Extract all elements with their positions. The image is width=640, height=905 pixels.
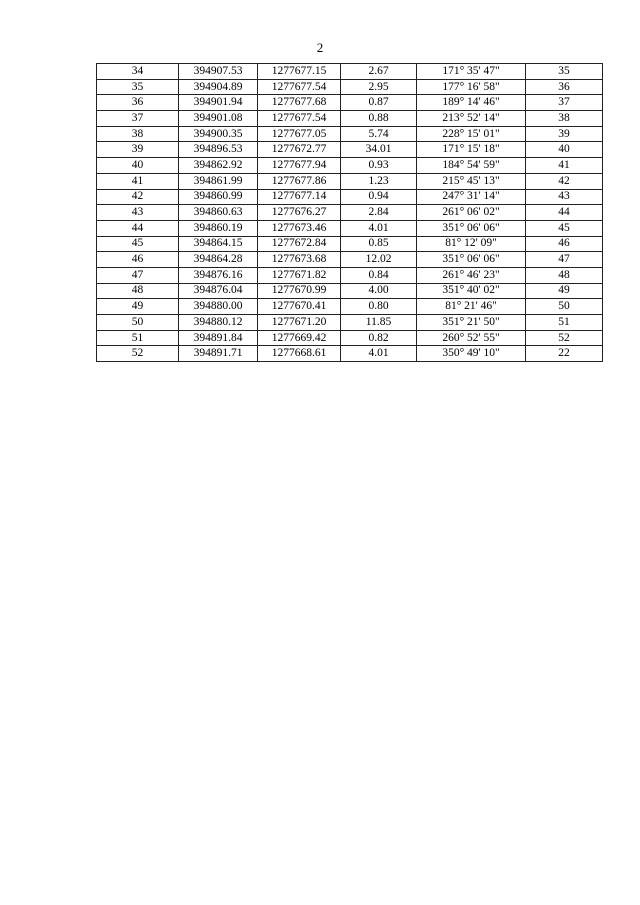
- y-coordinate-cell: 1277671.82: [258, 267, 341, 283]
- point-number-cell: 38: [97, 126, 179, 142]
- bearing-cell: 215° 45' 13": [417, 173, 526, 189]
- y-coordinate-cell: 1277677.68: [258, 95, 341, 111]
- bearing-cell: 261° 46' 23": [417, 267, 526, 283]
- next-point-cell: 47: [526, 252, 603, 268]
- x-coordinate-cell: 394896.53: [179, 142, 258, 158]
- point-number-cell: 42: [97, 189, 179, 205]
- table-row: [97, 173, 603, 189]
- distance-cell: 34.01: [341, 142, 417, 158]
- table-row: [97, 79, 603, 95]
- x-coordinate-cell: 394901.94: [179, 95, 258, 111]
- point-number-cell: 52: [97, 346, 179, 362]
- y-coordinate-cell: 1277677.94: [258, 158, 341, 174]
- table-row: [97, 283, 603, 299]
- point-number-cell: 44: [97, 220, 179, 236]
- y-coordinate-cell: 1277670.99: [258, 283, 341, 299]
- table-row: [97, 142, 603, 158]
- point-number-cell: 41: [97, 173, 179, 189]
- next-point-cell: 46: [526, 236, 603, 252]
- distance-cell: 5.74: [341, 126, 417, 142]
- y-coordinate-cell: 1277677.86: [258, 173, 341, 189]
- next-point-cell: 44: [526, 205, 603, 221]
- point-number-cell: 43: [97, 205, 179, 221]
- point-number-cell: 40: [97, 158, 179, 174]
- x-coordinate-cell: 394876.16: [179, 267, 258, 283]
- bearing-cell: 189° 14' 46": [417, 95, 526, 111]
- x-coordinate-cell: 394876.04: [179, 283, 258, 299]
- bearing-cell: 171° 35' 47": [417, 64, 526, 80]
- next-point-cell: 37: [526, 95, 603, 111]
- y-coordinate-cell: 1277676.27: [258, 205, 341, 221]
- x-coordinate-cell: 394864.28: [179, 252, 258, 268]
- y-coordinate-cell: 1277677.15: [258, 64, 341, 80]
- x-coordinate-cell: 394860.19: [179, 220, 258, 236]
- table-row: [97, 95, 603, 111]
- distance-cell: 0.87: [341, 95, 417, 111]
- next-point-cell: 42: [526, 173, 603, 189]
- bearing-cell: 260° 52' 55": [417, 330, 526, 346]
- point-number-cell: 37: [97, 111, 179, 127]
- point-number-cell: 39: [97, 142, 179, 158]
- distance-cell: 2.84: [341, 205, 417, 221]
- y-coordinate-cell: 1277677.54: [258, 79, 341, 95]
- x-coordinate-cell: 394860.63: [179, 205, 258, 221]
- x-coordinate-cell: 394864.15: [179, 236, 258, 252]
- bearing-cell: 228° 15' 01": [417, 126, 526, 142]
- y-coordinate-cell: 1277672.84: [258, 236, 341, 252]
- table-row: [97, 252, 603, 268]
- bearing-cell: 351° 06' 06": [417, 220, 526, 236]
- bearing-cell: 351° 21' 50": [417, 315, 526, 331]
- coordinates-table-body: [97, 64, 603, 362]
- y-coordinate-cell: 1277677.05: [258, 126, 341, 142]
- distance-cell: 0.85: [341, 236, 417, 252]
- next-point-cell: 35: [526, 64, 603, 80]
- y-coordinate-cell: 1277670.41: [258, 299, 341, 315]
- bearing-cell: 261° 06' 02": [417, 205, 526, 221]
- distance-cell: 0.82: [341, 330, 417, 346]
- next-point-cell: 50: [526, 299, 603, 315]
- y-coordinate-cell: 1277669.42: [258, 330, 341, 346]
- bearing-cell: 177° 16' 58": [417, 79, 526, 95]
- bearing-cell: 247° 31' 14": [417, 189, 526, 205]
- x-coordinate-cell: 394880.00: [179, 299, 258, 315]
- bearing-cell: 351° 40' 02": [417, 283, 526, 299]
- point-number-cell: 46: [97, 252, 179, 268]
- next-point-cell: 52: [526, 330, 603, 346]
- x-coordinate-cell: 394891.84: [179, 330, 258, 346]
- point-number-cell: 50: [97, 315, 179, 331]
- table-row: [97, 236, 603, 252]
- x-coordinate-cell: 394862.92: [179, 158, 258, 174]
- x-coordinate-cell: 394901.08: [179, 111, 258, 127]
- point-number-cell: 51: [97, 330, 179, 346]
- x-coordinate-cell: 394880.12: [179, 315, 258, 331]
- y-coordinate-cell: 1277677.14: [258, 189, 341, 205]
- table-row: [97, 126, 603, 142]
- x-coordinate-cell: 394900.35: [179, 126, 258, 142]
- point-number-cell: 47: [97, 267, 179, 283]
- bearing-cell: 184° 54' 59": [417, 158, 526, 174]
- table-row: [97, 205, 603, 221]
- next-point-cell: 51: [526, 315, 603, 331]
- distance-cell: 11.85: [341, 315, 417, 331]
- distance-cell: 0.84: [341, 267, 417, 283]
- next-point-cell: 45: [526, 220, 603, 236]
- x-coordinate-cell: 394907.53: [179, 64, 258, 80]
- distance-cell: 4.01: [341, 220, 417, 236]
- x-coordinate-cell: 394904.89: [179, 79, 258, 95]
- point-number-cell: 34: [97, 64, 179, 80]
- distance-cell: 4.00: [341, 283, 417, 299]
- table-row: [97, 64, 603, 80]
- distance-cell: 1.23: [341, 173, 417, 189]
- bearing-cell: 171° 15' 18": [417, 142, 526, 158]
- y-coordinate-cell: 1277673.46: [258, 220, 341, 236]
- next-point-cell: 40: [526, 142, 603, 158]
- point-number-cell: 45: [97, 236, 179, 252]
- point-number-cell: 36: [97, 95, 179, 111]
- table-row: [97, 267, 603, 283]
- bearing-cell: 81° 21' 46": [417, 299, 526, 315]
- distance-cell: 0.94: [341, 189, 417, 205]
- distance-cell: 0.80: [341, 299, 417, 315]
- next-point-cell: 39: [526, 126, 603, 142]
- next-point-cell: 48: [526, 267, 603, 283]
- table-row: [97, 299, 603, 315]
- page-number: 2: [316, 40, 324, 55]
- table-row: [97, 346, 603, 362]
- distance-cell: 2.95: [341, 79, 417, 95]
- next-point-cell: 36: [526, 79, 603, 95]
- table-row: [97, 111, 603, 127]
- bearing-cell: 81° 12' 09": [417, 236, 526, 252]
- next-point-cell: 41: [526, 158, 603, 174]
- y-coordinate-cell: 1277677.54: [258, 111, 341, 127]
- x-coordinate-cell: 394861.99: [179, 173, 258, 189]
- next-point-cell: 22: [526, 346, 603, 362]
- y-coordinate-cell: 1277668.61: [258, 346, 341, 362]
- table-row: [97, 158, 603, 174]
- bearing-cell: 350° 49' 10": [417, 346, 526, 362]
- point-number-cell: 35: [97, 79, 179, 95]
- coordinates-table: [96, 63, 603, 362]
- x-coordinate-cell: 394860.99: [179, 189, 258, 205]
- table-row: [97, 220, 603, 236]
- point-number-cell: 49: [97, 299, 179, 315]
- distance-cell: 0.93: [341, 158, 417, 174]
- bearing-cell: 213° 52' 14": [417, 111, 526, 127]
- table-row: [97, 315, 603, 331]
- y-coordinate-cell: 1277671.20: [258, 315, 341, 331]
- distance-cell: 2.67: [341, 64, 417, 80]
- x-coordinate-cell: 394891.71: [179, 346, 258, 362]
- table-row: [97, 189, 603, 205]
- bearing-cell: 351° 06' 06": [417, 252, 526, 268]
- next-point-cell: 49: [526, 283, 603, 299]
- distance-cell: 4.01: [341, 346, 417, 362]
- next-point-cell: 43: [526, 189, 603, 205]
- y-coordinate-cell: 1277672.77: [258, 142, 341, 158]
- point-number-cell: 48: [97, 283, 179, 299]
- distance-cell: 0.88: [341, 111, 417, 127]
- distance-cell: 12.02: [341, 252, 417, 268]
- y-coordinate-cell: 1277673.68: [258, 252, 341, 268]
- table-row: [97, 330, 603, 346]
- next-point-cell: 38: [526, 111, 603, 127]
